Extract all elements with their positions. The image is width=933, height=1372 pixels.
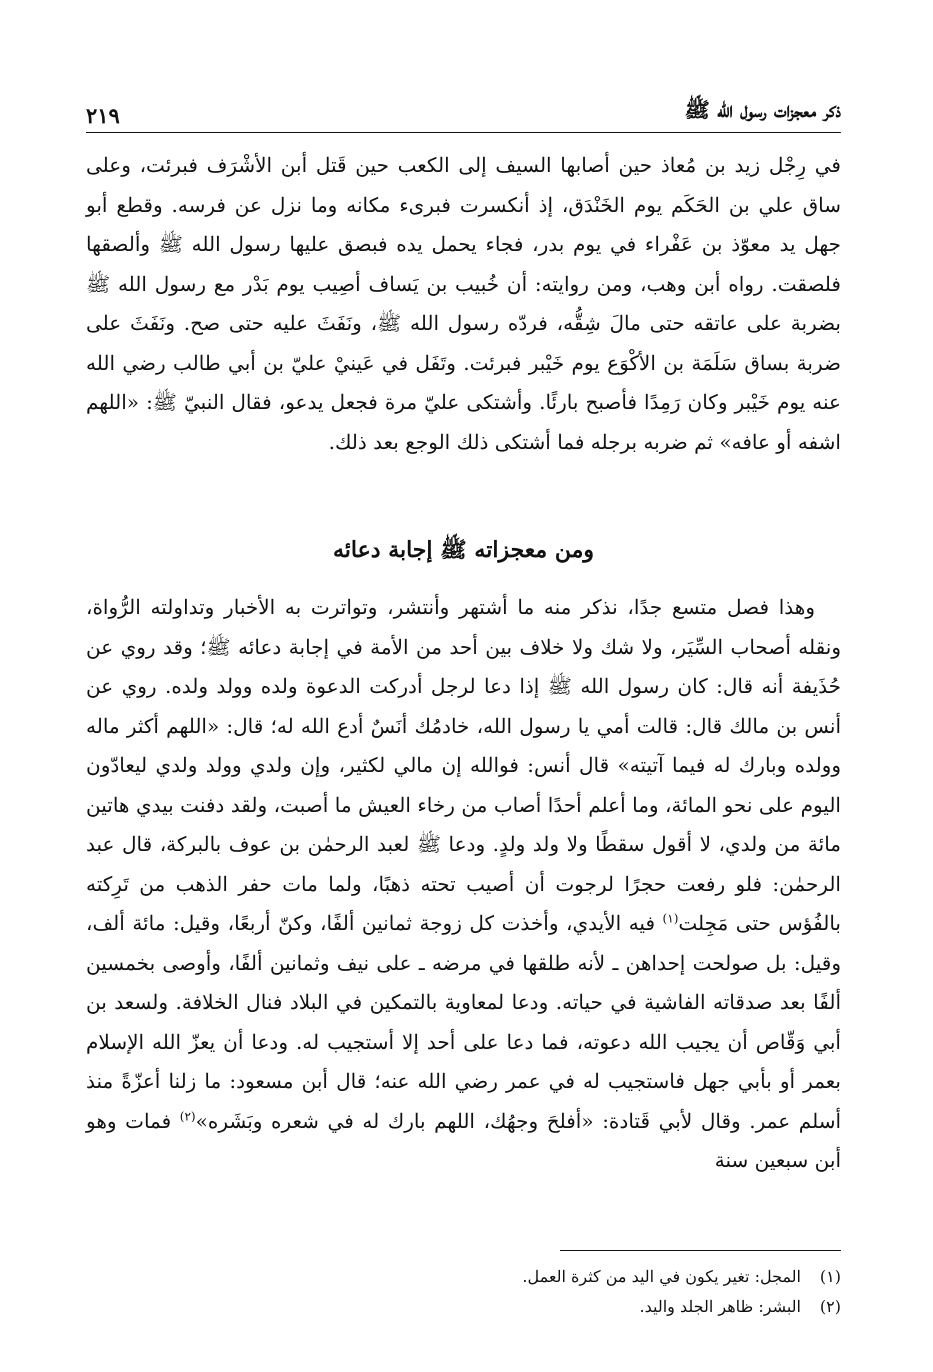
paragraph-2-part-a: وهذا فصل متسع جدًا، نذكر منه ما أشتهر وأنتشر، وتواترت به الأخبار وتداولته الرُّواة، ونقله أصحاب السِّيَر، ولا شك ولا خلاف بين أحد من الأمة في إجابة دعائه ﷺ؛ وقد روي عن حُذَيفة أنه قال: كان رسول الله ﷺ إذا دعا لرجل أدركت الدعوة ولده وولد ولده. روي عن أنس بن مالك قال: قالت أمي يا رسول الله، خادمُك أنَسٌ أدع الله له؛ قال: «اللهم أكثر ماله وولده وبارك له فيما آتيته» قال أنس: فوالله إن مالي لكثير، وإن ولدي وولد ولدي ليعادّون اليوم على نحو المائة، وما أعلم أحدًا أصاب من رخاء العيش ما أصبت، ولقد دفنت بيدي هاتين مائة من ولدي، لا أقول سقطًا ولا ولد ولدٍ. ودعا ﷺ لعبد الرحمٰن بن عوف بالبركة، قال عبد الرحمٰن: فلو رفعت حجرًا لرجوت أن أصيب تحته ذهبًا، ولما مات حفر الذهب من تَرِكته بالفُؤس حتى مَجِلت: [86, 595, 841, 935]
footnotes: [86, 1262, 841, 1322]
footnote-number: (١): [819, 1267, 841, 1286]
running-header: [86, 92, 841, 128]
paragraph-2-part-c: فمات وهو أبن سبعين سنة: [86, 1108, 841, 1172]
page-number: ٢١٩: [86, 103, 120, 128]
paragraph-1: في رِجْل زيد بن مُعاذ حين أصابها السيف إلى الكعب حين قَتل أبن الأشْرَف فبرئت، وعلى ساق علي بن الحَكَم يوم الخَنْدَق، إذ أنكسرت فبرىء مكانه وما نزل عن فرسه. وقطع أبو جهل يد معوّذ بن عَفْراء في يوم بدر، فجاء يحمل يده فبصق عليها رسول الله ﷺ وألصقها فلصقت. رواه أبن وهب، ومن روايته: أن خُبيب بن يَساف أصِيب يوم بَدْر مع رسول الله ﷺ بضربة على عاتقه حتى مالَ شِقُّه، فردّه رسول الله ﷺ، ونَفَثَ عليه حتى صح. ونَفَثَ على ضربة بساق سَلَمَة بن الأكْوَع يوم خَيْبر فبرئت. وتَفَل في عَينيْ عليّ بن أبي طالب رضي الله عنه يوم خَيْبر وكان رَمِدًا فأصبح بارئًا. وأشتكى عليّ مرة فجعل يدعو، فقال النبيّ ﷺ: «اللهم اشفه أو عافه» ثم ضربه برجله فما أشتكى ذلك الوجع بعد ذلك.: [86, 153, 841, 454]
paragraph-2: [86, 588, 841, 1181]
footnote-text: البشر: ظاهر الجلد واليد.: [639, 1297, 801, 1316]
footnote-ref-1[interactable]: (١): [662, 911, 679, 926]
header-divider: [86, 132, 841, 133]
section-title: ومن معجزاته ﷺ إجابة دعائه: [332, 537, 594, 563]
footnote-number: (٢): [819, 1297, 841, 1316]
header-title: ذكر معجزات رسول الله ﷺ: [684, 97, 841, 122]
footnote-divider: [560, 1250, 841, 1251]
footnote-1: [86, 1262, 841, 1292]
footnote-text: المجل: تغير يكون في اليد من كثرة العمل.: [522, 1267, 801, 1286]
footnote-ref-2[interactable]: (٢): [179, 1108, 196, 1123]
footnote-2: [86, 1292, 841, 1322]
paragraph-2-part-b: فيه الأيدي، وأخذت كل زوجة ثمانين ألفًا، وكنّ أربعًا، وقيل: مائة ألف، وقيل: بل صولحت إحداهن ـ لأنه طلقها في مرضه ـ على نيف وثمانين ألفًا، وأوصى بخمسين ألفًا بعد صدقاته الفاشية في حياته. ودعا لمعاوية بالتمكين في البلاد فنال الخلافة. ولسعد بن أبي وَقّاص أن يجيب الله دعوته، فما دعا على أحد إلا أستجيب له. ودعا أن يعزّ الله الإسلام بعمر أو بأبي جهل فاستجيب له في عمر رضي الله عنه؛ قال أبن مسعود: ما زلنا أعزّةً منذ أسلم عمر. وقال لأبي قَتادة: «أفلحَ وجهُك، اللهم بارك له في شعره وبَشَره»: [86, 911, 842, 1133]
